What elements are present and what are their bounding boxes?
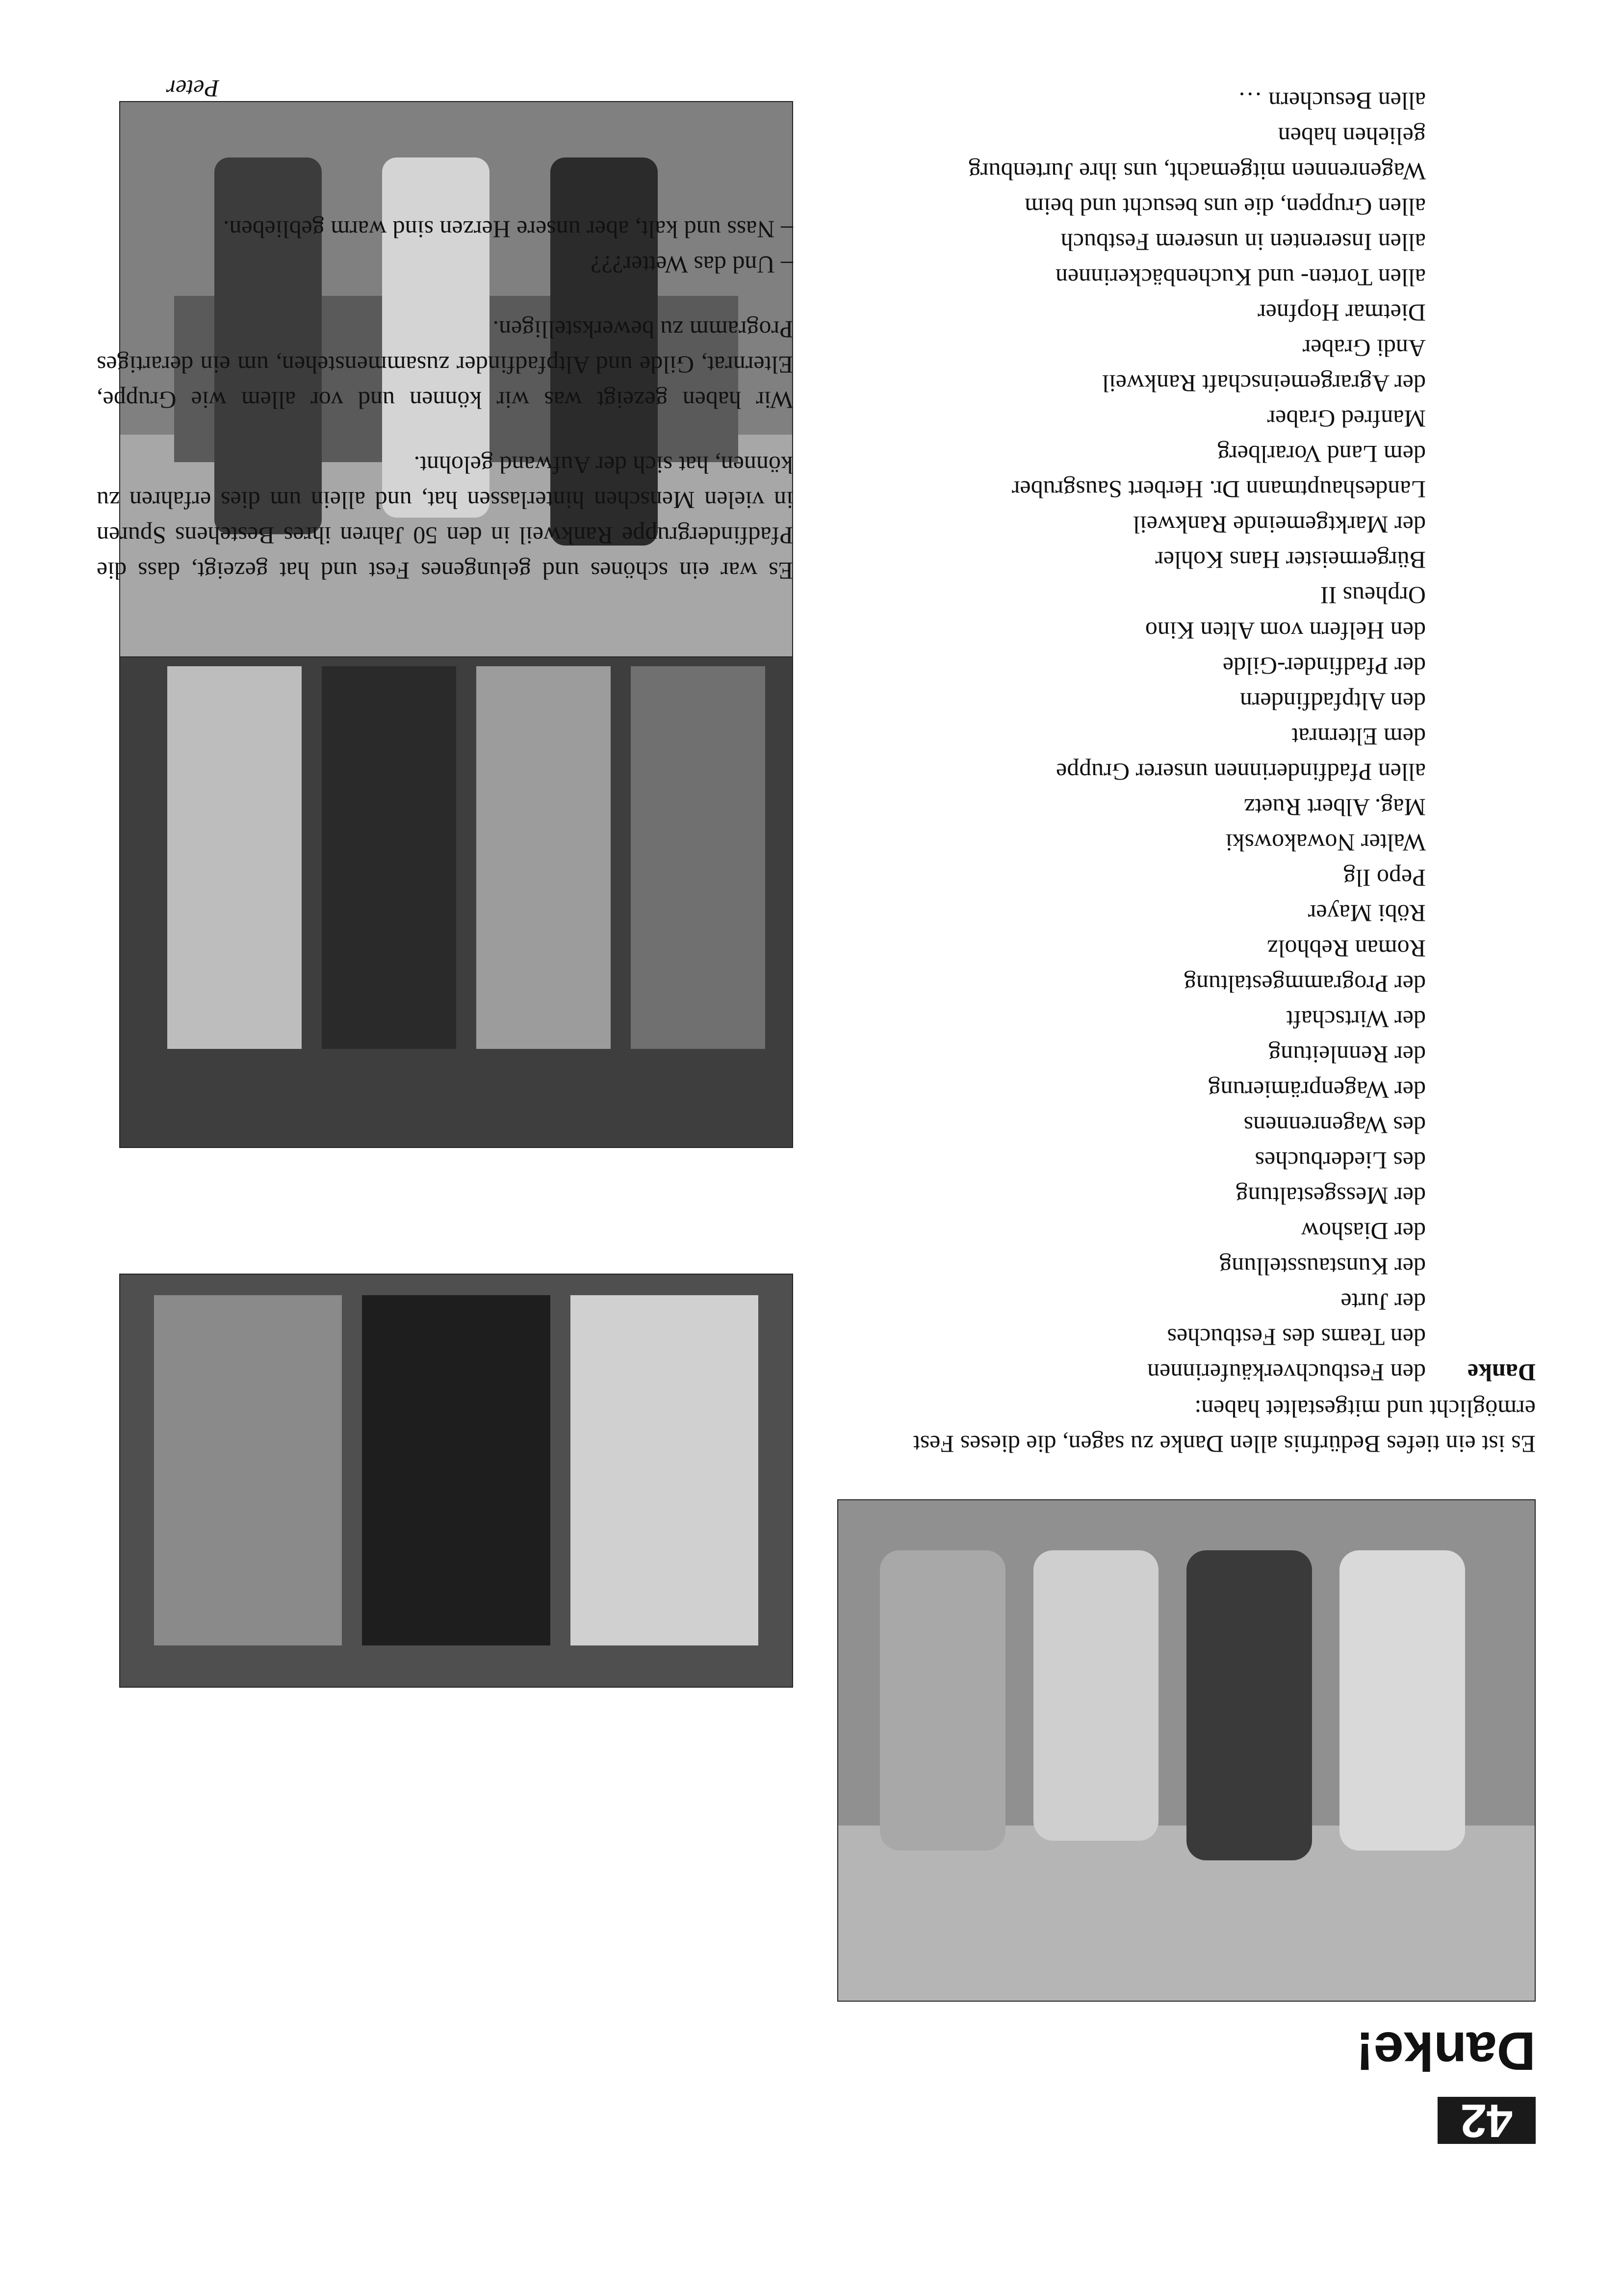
intro-text	[839, 1391, 1536, 1462]
list-item: Landeshauptmann Dr. Herbert Sausgruber	[1011, 476, 1426, 503]
thanks-label: Danke	[1468, 1359, 1536, 1386]
list-item: der Wagenprämierung	[1208, 1076, 1426, 1104]
list-item: Andi Graber	[1302, 335, 1426, 362]
list-item: Dietmar Hopfner	[1258, 299, 1426, 327]
list-item: der Marktgemeinde Rankweil	[1133, 511, 1426, 539]
list-item: Pepo Ilg	[1343, 864, 1426, 892]
list-item: allen Besuchern …	[1237, 87, 1426, 115]
list-item: Walter Nowakowski	[1225, 829, 1426, 857]
list-item: der Programmgestaltung	[1184, 970, 1426, 998]
list-item: geliehen haben	[1278, 123, 1426, 150]
photo-kitchen-group	[837, 1499, 1536, 2002]
list-item: Manfred Graber	[1267, 405, 1426, 433]
list-item: der Rennleitung	[1268, 1041, 1426, 1069]
photo-four-men	[119, 655, 793, 1148]
list-item: der Diashow	[1301, 1218, 1426, 1245]
list-item: dem Land Vorarlberg	[1217, 441, 1426, 468]
list-item: allen Pfadfinderinnen unserer Gruppe	[1056, 758, 1426, 786]
list-item: der Messgestaltung	[1236, 1182, 1426, 1210]
closing-paragraph-2: Wir haben gezeigt was wir können und vor allem wie Gruppe, Elternrat, Gilde und Altpfadfinder zusammenstehen, um ein derartiges Programm zu bewerkstelligen.	[97, 316, 793, 414]
photo-three-people	[119, 1274, 793, 1688]
list-item: der Agrargemeinschaft Rankweil	[1102, 370, 1426, 397]
closing-paragraph-1: Es war ein schönes und gelungenes Fest und hat gezeigt, dass die Pfadfindergruppe Rankweil in den 50 Jahren ihres Bestehens Spuren in vielen Menschen hinterlassen hat, und allein um dies erfahren zu können, hat sich der Aufwand gelohnt.	[97, 451, 793, 585]
page-number: 42	[1438, 2097, 1536, 2144]
list-item: den Festbuchverkäuferinnen	[1147, 1359, 1426, 1386]
list-item: Orpheus II	[1320, 582, 1426, 609]
list-item: des Liederbuches	[1255, 1147, 1426, 1174]
list-item: der Kunstausstellung	[1219, 1253, 1426, 1280]
list-item: dem Elternrat	[1291, 723, 1426, 751]
list-item: der Pfadfinder-Gilde	[1222, 652, 1426, 680]
list-item: allen Inserenten in unserem Festbuch	[1060, 229, 1426, 256]
list-item: Mag. Albert Ruetz	[1244, 794, 1426, 821]
closing-answer: – Nass und kalt, aber unsere Herzen sind warm geblieben.	[223, 216, 793, 243]
list-item: der Wirtschaft	[1286, 1006, 1426, 1033]
list-item: den Altpfadfindern	[1239, 688, 1426, 715]
closing-text	[97, 183, 793, 589]
list-item: den Teams des Festbuches	[1167, 1324, 1426, 1351]
signature: Peter	[166, 75, 219, 103]
list-item: Bürgermeister Hans Kohler	[1155, 547, 1426, 574]
list-item: Röbi Mayer	[1308, 900, 1426, 927]
closing-question: – Und das Wetter???	[591, 251, 793, 279]
list-item: Roman Rebholz	[1267, 935, 1426, 963]
list-item: allen Gruppen, die uns besucht und beim	[1025, 193, 1426, 221]
thanks-list	[969, 83, 1426, 1390]
list-item: des Wagenrennens	[1243, 1112, 1426, 1139]
list-item: den Helfern vom Alten Kino	[1145, 617, 1426, 645]
list-item: allen Torten- und Kuchenbäckerinnen	[1055, 264, 1426, 291]
intro-paragraph: Es ist ein tiefes Bedürfnis allen Danke zu sagen, die dieses Fest ermöglicht und mitgestaltet haben:	[913, 1395, 1536, 1458]
list-item: Wagenrennen mitgemacht, uns ihre Jurtenburg	[968, 158, 1426, 185]
list-item: der Jurte	[1340, 1288, 1426, 1316]
page-title: Danke!	[1356, 2021, 1536, 2081]
